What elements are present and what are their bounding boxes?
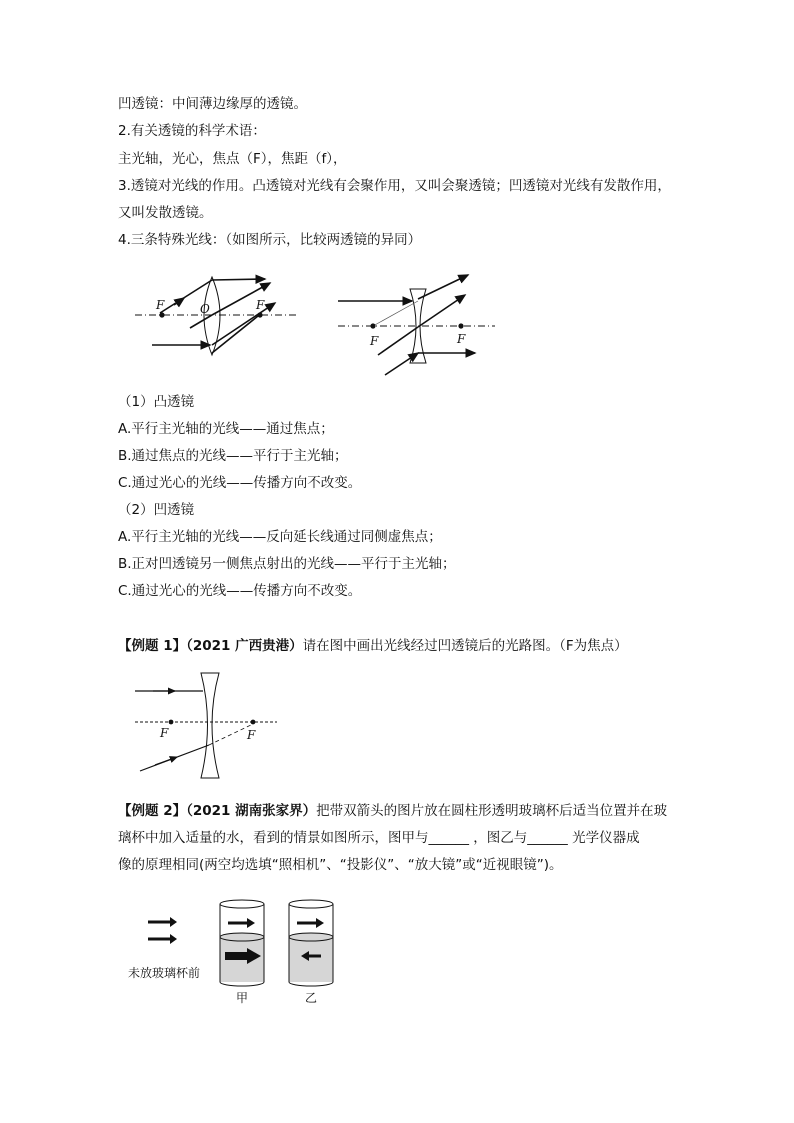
text-line: 又叫发散透镜。: [118, 205, 213, 221]
example-2-label: 【例题 2】（2021 湖南张家界）: [118, 803, 317, 819]
optical-center-label: O: [200, 302, 210, 316]
concave-lens: [338, 275, 495, 375]
text-line: C.通过光心的光线——传播方向不改变。: [118, 475, 362, 491]
cup-b: [289, 900, 333, 986]
text-line: 2.有关透镜的科学术语：: [118, 123, 266, 139]
caption-before-glass: 未放玻璃杯前: [128, 966, 201, 980]
text-line: A.平行主光轴的光线——通过焦点；: [118, 421, 334, 437]
text-line: （2）凹透镜: [118, 502, 195, 518]
convex-lens: [135, 277, 298, 355]
text-line: B.正对凹透镜另一侧焦点射出的光线——平行于主光轴；: [118, 556, 456, 572]
text-line: 像的原理相同(两空均选填“照相机”、“投影仪”、“放大镜”或“近视眼镜”)。: [118, 857, 563, 873]
lens-figure: [130, 265, 510, 380]
example-1-figure: [135, 668, 280, 783]
text-line: B.通过焦点的光线——平行于主光轴；: [118, 448, 348, 464]
focus-label: F: [156, 298, 165, 312]
example-2-text: 把带双箭头的图片放在圆柱形透明玻璃杯后适当位置并在玻: [316, 803, 668, 819]
text-line: A.平行主光轴的光线——反向延长线通过同侧虚焦点；: [118, 529, 442, 545]
text-line: C.通过光心的光线——传播方向不改变。: [118, 583, 362, 599]
double-arrow-icon: [148, 917, 177, 944]
focus-label: F: [370, 334, 379, 348]
caption-cup-b: 乙: [305, 991, 318, 1005]
text-line: 璃杯中加入适量的水，看到的情景如图所示，图甲与______ ，图乙与______ 光学仪器成: [118, 830, 640, 846]
text-line: （1）凸透镜: [118, 394, 195, 410]
caption-cup-a: 甲: [236, 991, 249, 1005]
text-line: 主光轴，光心，焦点（F），焦距（f），: [118, 151, 347, 167]
text-line: 4.三条特殊光线：（如图所示，比较两透镜的异同）: [118, 232, 422, 248]
example-2: [118, 802, 667, 820]
text-line: 凹透镜：中间薄边缘厚的透镜。: [118, 96, 307, 112]
example-1: [118, 637, 628, 655]
focus-label: F: [247, 728, 256, 742]
text-line: 3.透镜对光线的作用。凸透镜对光线有会聚作用，又叫会聚透镜；凹透镜对光线有发散作用，: [118, 178, 671, 194]
example-1-label: 【例题 1】（2021 广西贵港）: [118, 638, 303, 654]
focus-label: F: [160, 726, 169, 740]
focus-label: F: [256, 298, 265, 312]
cup-a: [220, 900, 264, 986]
example-1-text: 请在图中画出光线经过凹透镜后的光路图。（F为焦点）: [302, 638, 628, 654]
focus-label: F: [457, 332, 466, 346]
